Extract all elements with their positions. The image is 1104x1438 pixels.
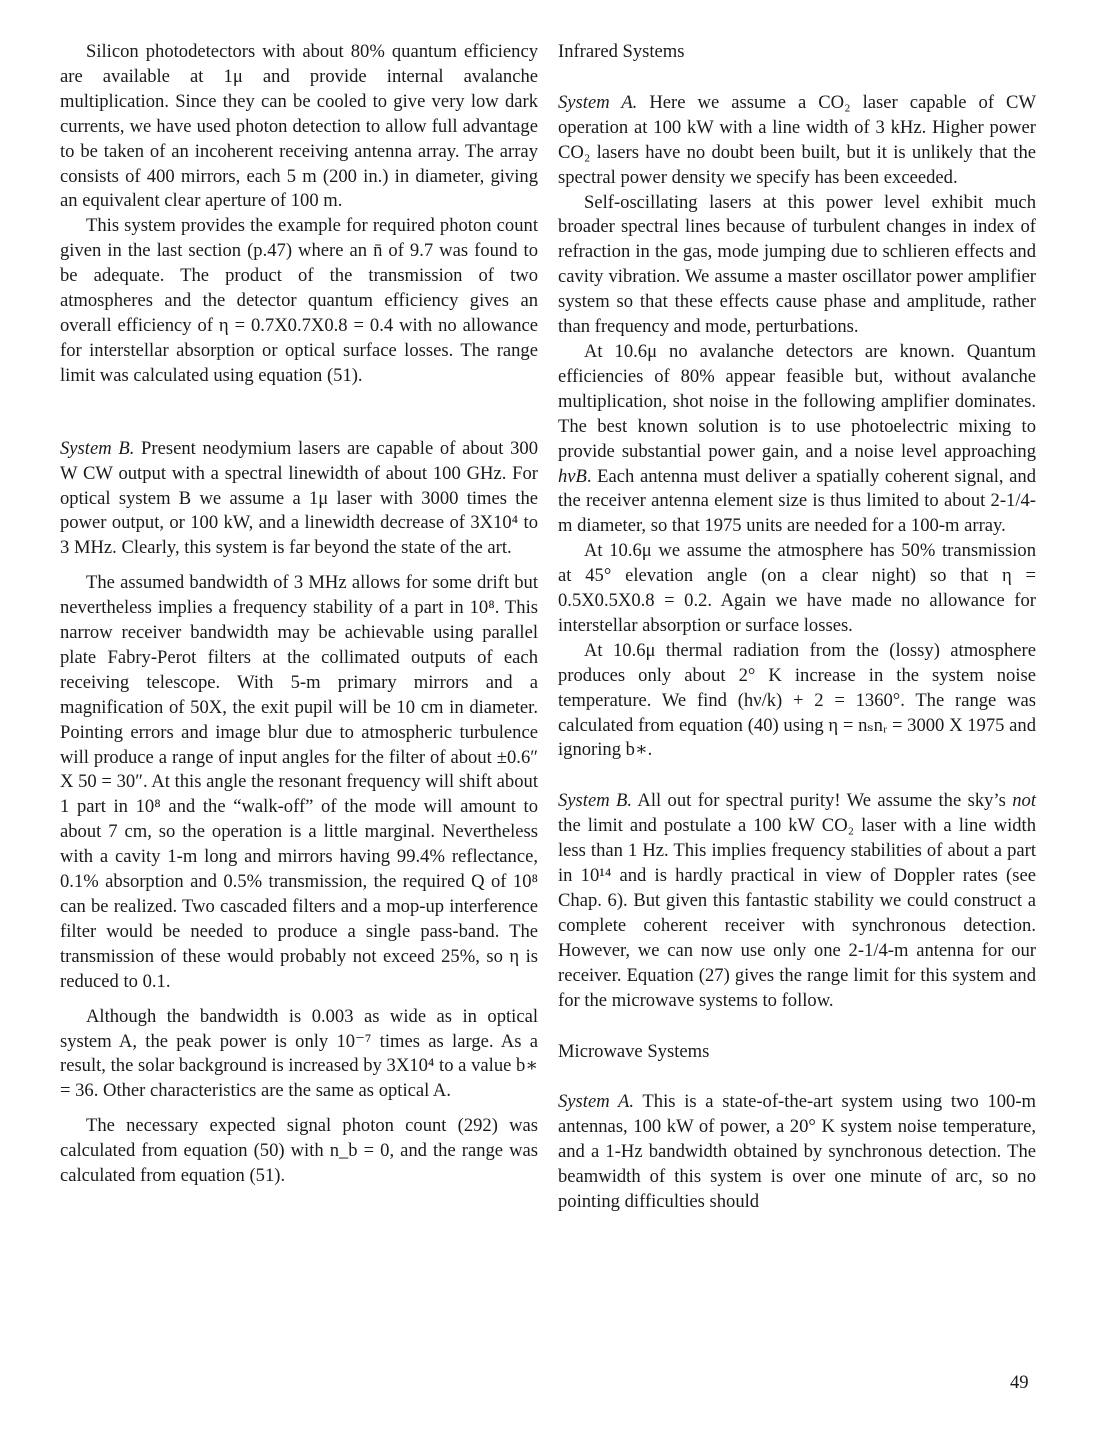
paragraph-text: . Each antenna must deliver a spatially coherent signal, and the receiver antenna element size is thus limited to about 2-1/4-m diameter, so that 1975 units are needed for a 100-m array. — [558, 465, 1036, 537]
paragraph-photon-count: The necessary expected signal photon count (292) was calculated from equation (50) with n_b = 0, and the range was calculated from equation (51). — [60, 1115, 538, 1187]
run-in-label: System B. — [558, 790, 633, 812]
paragraph-infrared-system-a — [558, 91, 1036, 191]
paragraph-solar-background: Although the bandwidth is 0.003 as wide as in optical system A, the peak power is only 10⁻⁷ times as large. As a result, the solar background is increased by 3X10⁴ to a value b∗ = 36. Other characteristics are the same as optical A. — [60, 1005, 538, 1102]
spacer — [60, 995, 538, 1005]
paragraph-text: This is a state-of-the-art system using two 100-m antennas, 100 kW of power, a 20° K system noise temperature, and a 1-Hz bandwidth obtained by synchronous detection. The beamwidth of this system is over one minute of arc, so no pointing difficulties should — [558, 1091, 1037, 1213]
run-in-label: System A. — [558, 91, 638, 113]
spacer — [558, 1014, 1036, 1040]
run-in-label: System A. — [558, 1091, 635, 1113]
paragraph-text: Present neodymium lasers are capable of about 300 W CW output with a spectral linewidth of about 100 GHz. For optical system B we assume a 1μ laser with 3000 times the power output, or 100 kW, and a linewidth decrease of 3X10⁴ to 3 MHz. Clearly, this system is far beyond the state of the art. — [60, 437, 538, 559]
paragraph-self-oscillating: Self-oscillating lasers at this power level exhibit much broader spectral lines because of turbulent changes in index of refraction in the gas, mode jumping due to schlieren effects and cavity vibration. We assume a master oscillator power amplifier system so that these effects cause phase and amplitude, rather than frequency and mode, perturbations. — [558, 191, 1036, 338]
paragraph-atmosphere-transmission: At 10.6μ we assume the atmosphere has 50% transmission at 45° elevation angle (on a clear night) so that η = 0.5X0.5X0.8 = 0.2. Again we have made no allowance for interstellar absorption or surface losses. — [558, 540, 1036, 636]
paragraph-optical-system-b — [60, 437, 538, 562]
spacer — [60, 389, 538, 437]
paragraph-text: At 10.6μ no avalanche detectors are known. Quantum efficiencies of 80% appear feasible but, without avalanche multiplication, shot noise in the following amplifier dominates. The best known solution is to use photoelectric mixing to provide substantial power gain, and a noise level approaching — [558, 340, 1036, 462]
paragraph-thermal-radiation: At 10.6μ thermal radiation from the (lossy) atmosphere produces only about 2° K increase in the system noise temperature. We find (hν/k) + 2 = 1360°. The range was calculated from equation (40) using η = nₛnᵣ = 3000 X 1975 and ignoring b∗. — [558, 639, 1036, 761]
paragraph-text: All out for spectral purity! We assume the sky’s — [632, 790, 1013, 812]
spacer — [558, 65, 1036, 91]
spacer — [558, 763, 1036, 789]
paragraph-bandwidth: The assumed bandwidth of 3 MHz allows for some drift but nevertheless implies a frequency stability of a part in 10⁸. This narrow receiver bandwidth may be achievable using parallel plate Fabry-Perot filters at the collimated outputs of each receiving telescope. With 5-m primary mirrors and a magnification of 50X, the exit pupil will be 10 cm in diameter. Pointing errors and image blur due to atmospheric turbulence will produce a range of input angles for the filter of about ±0.6″ X 50 = 30″. At this angle the resonant frequency will shift about 1 part in 10⁸ and the “walk-off” of the mode will amount to about 7 cm, so the operation is a little marginal. Nevertheless with a cavity 1-m long and mirrors having 99.4% reflectance, 0.1% absorption and 0.5% transmission, the required Q of 10⁸ can be realized. Two cascaded filters and a mop-up interference filter would be needed to produce a single pass-band. The transmission of these would probably not exceed 25%, so η is reduced to 0.1. — [60, 572, 538, 992]
heading-infrared-systems: Infrared Systems — [558, 41, 685, 62]
spacer — [60, 1104, 538, 1114]
paragraph-text: Here we assume a CO₂ laser capable of CW operation at 100 kW with a line width of 3 kHz. Higher power CO₂ lasers have no doubt been built, but it is unlikely that the spectral power density we specify has been exceeded. — [558, 91, 1037, 188]
spacer — [558, 1064, 1036, 1090]
page-number: 49 — [1010, 1372, 1029, 1393]
paragraph-microwave-system-a — [558, 1090, 1036, 1215]
emphasis: hνB — [558, 465, 587, 487]
paragraph-silicon-photodetectors: Silicon photodetectors with about 80% quantum efficiency are available at 1μ and provide internal avalanche multiplication. Since they can be cooled to give very low dark currents, we have used photon detection to allow full advantage to be taken of an incoherent receiving antenna array. The array consists of 400 mirrors, each 5 m (200 in.) in diameter, giving an equivalent clear aperture of 100 m. — [60, 41, 538, 212]
spacer — [60, 561, 538, 571]
paragraph-system-example: This system provides the example for required photon count given in the last section (p.47) where an n̄ of 9.7 was found to be adequate. The product of the transmission of two atmospheres and the detector quantum efficiency gives an overall efficiency of η = 0.7X0.7X0.8 = 0.4 with no allowance for interstellar absorption or optical surface losses. The range limit was calculated using equation (51). — [60, 215, 538, 386]
paragraph-infrared-system-b — [558, 789, 1036, 1013]
heading-microwave-systems: Microwave Systems — [558, 1040, 710, 1062]
paragraph-text: the limit and postulate a 100 kW CO₂ laser with a line width less than 1 Hz. This implies frequency stabilities of about a part in 10¹⁴ and is hardly practical in view of Doppler rates (see Chap. 6). But given this fantastic stability we could construct a complete coherent receiver with synchronous detection. However, we can now use only one 2-1/4-m antenna for our receiver. Equation (27) gives the range limit for this system and for the microwave systems to follow. — [558, 815, 1036, 1011]
emphasis: not — [1012, 790, 1036, 812]
left-column — [60, 40, 538, 1189]
run-in-label: System B. — [60, 437, 135, 459]
paragraph-avalanche-detectors — [558, 340, 1036, 539]
right-column — [558, 40, 1036, 1215]
